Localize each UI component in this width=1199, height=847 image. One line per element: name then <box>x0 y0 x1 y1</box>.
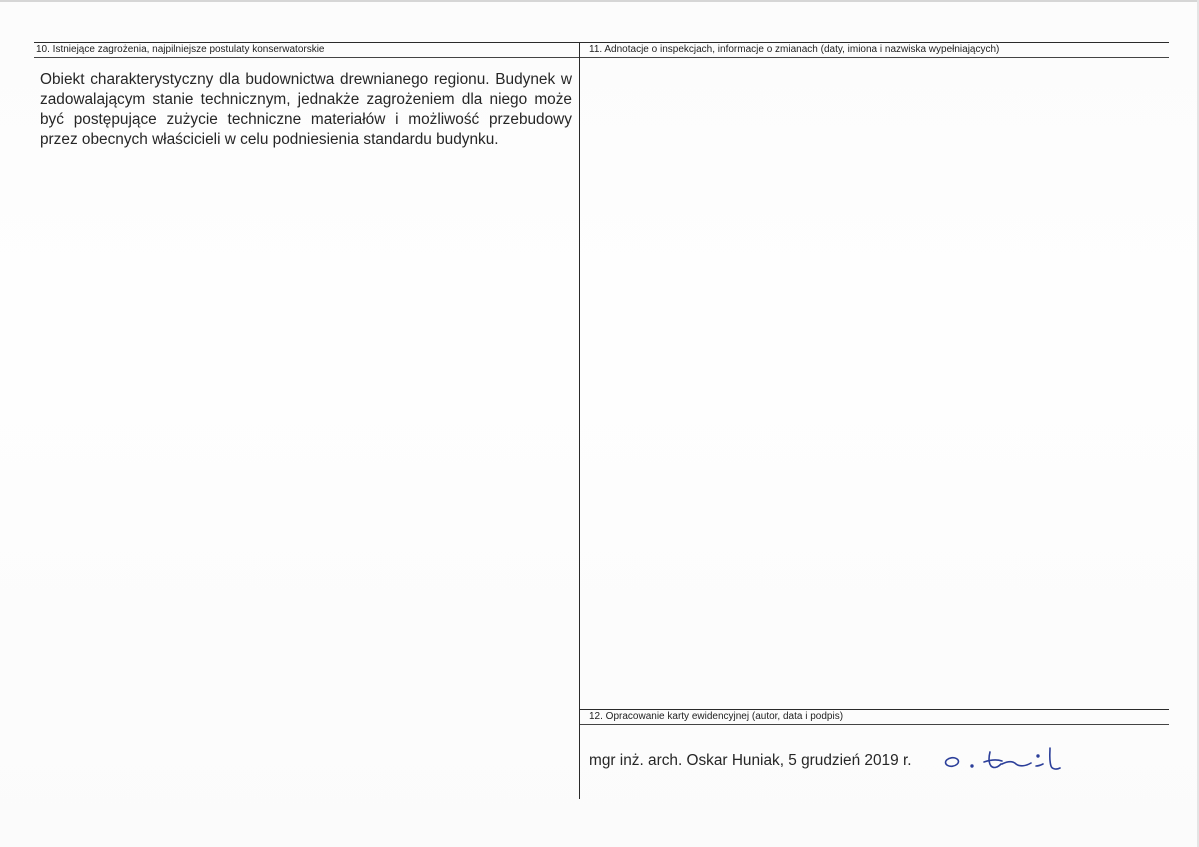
section-10-box <box>34 42 580 799</box>
section-11-header-rule <box>580 57 1169 58</box>
handwritten-signature <box>940 740 1080 774</box>
section-11-box <box>580 42 1169 710</box>
section-12-box <box>580 709 1169 799</box>
section-12-header-rule <box>580 724 1169 725</box>
section-12-label: 12. Opracowanie karty ewidencyjnej (autor, data i podpis) <box>589 711 844 722</box>
scan-edge-top <box>0 0 1199 2</box>
section-11-label: 11. Adnotacje o inspekcjach, informacje o zmianach (daty, imiona i nazwiska wypełniających) <box>589 44 1000 55</box>
section-12-author: mgr inż. arch. Oskar Huniak, 5 grudzień 2019 r. <box>589 752 912 769</box>
section-10-label: 10. Istniejące zagrożenia, najpilniejsze postulaty konserwatorskie <box>36 44 325 55</box>
section-10-text: Obiekt charakterystyczny dla budownictwa drewnianego regionu. Budynek w zadowalającym stanie technicznym, jednakże zagrożeniem dla niego może być postępujące zużycie techniczne materiałów i możliwość przebudowy przez obecnych właścicieli w celu podniesienia standardu budynku. <box>40 71 572 148</box>
section-10-header-rule <box>34 57 579 58</box>
